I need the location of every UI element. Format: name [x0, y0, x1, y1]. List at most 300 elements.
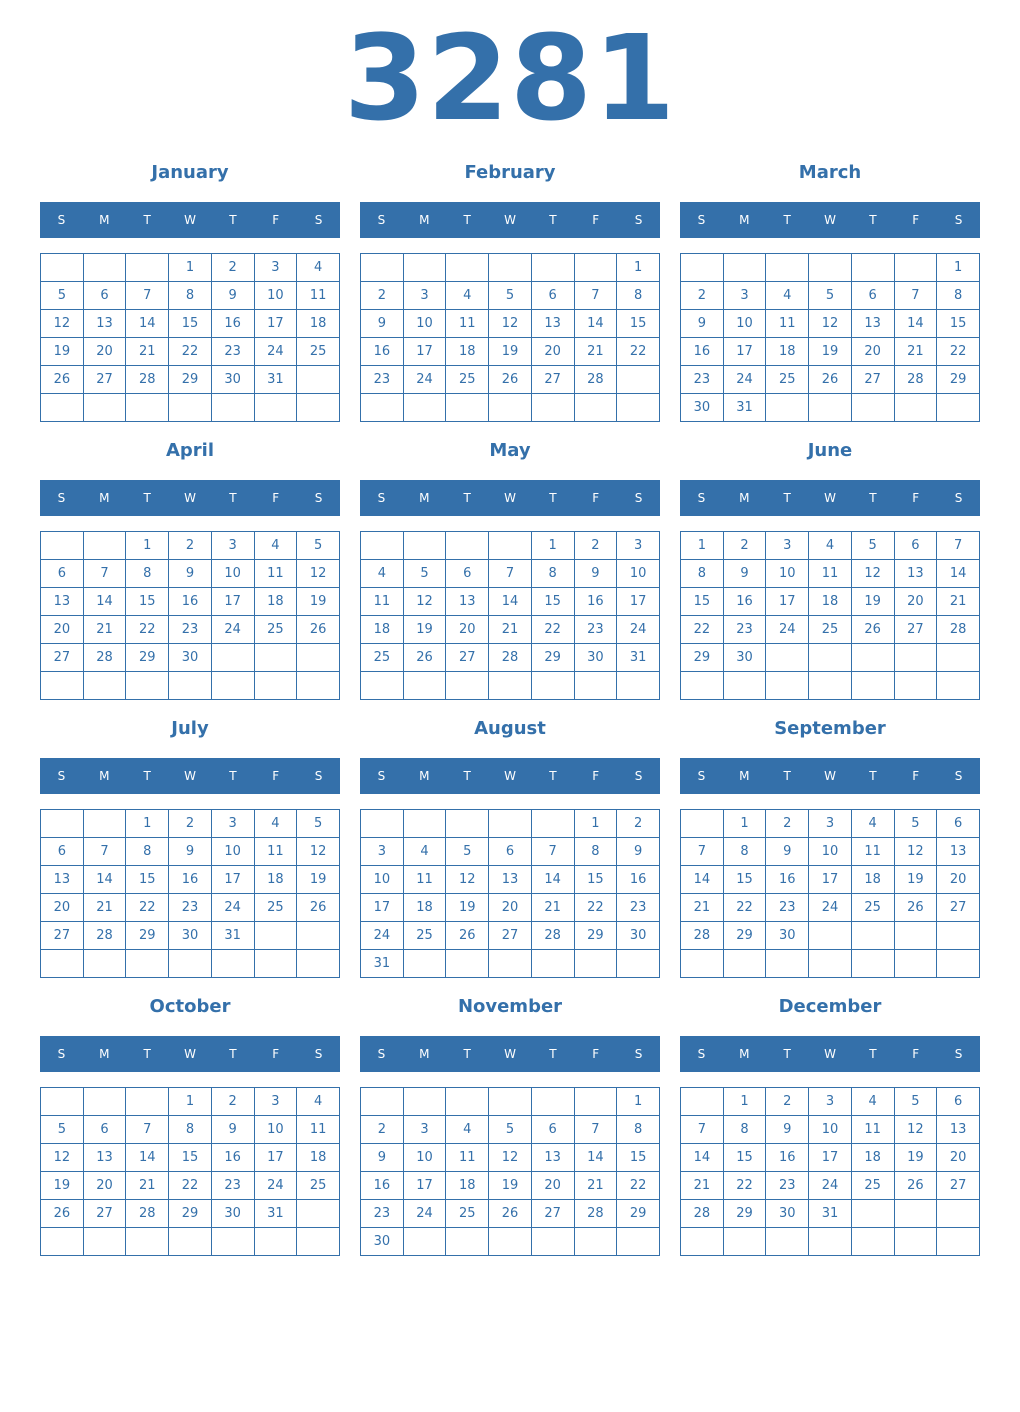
- week-row: [681, 616, 980, 644]
- day-cell: 18: [254, 866, 297, 894]
- week-row: [361, 588, 660, 616]
- day-cell: [617, 394, 660, 422]
- day-cell: 27: [894, 616, 937, 644]
- day-cell: 8: [574, 838, 617, 866]
- week-row: [681, 282, 980, 310]
- day-cell: [681, 1088, 724, 1116]
- day-cell: 16: [723, 588, 766, 616]
- day-cell: 22: [723, 894, 766, 922]
- day-cell: 26: [894, 1172, 937, 1200]
- week-row: [361, 338, 660, 366]
- weekday-label: S: [954, 491, 963, 505]
- day-cell: [254, 644, 297, 672]
- day-cell: [723, 950, 766, 978]
- day-grid: [680, 531, 980, 700]
- day-cell: [894, 644, 937, 672]
- day-cell: [809, 644, 852, 672]
- day-cell: 14: [489, 588, 532, 616]
- day-cell: [489, 810, 532, 838]
- day-cell: [894, 254, 937, 282]
- day-cell: 10: [361, 866, 404, 894]
- day-cell: 11: [851, 838, 894, 866]
- day-cell: [851, 254, 894, 282]
- day-cell: 4: [254, 810, 297, 838]
- day-cell: 18: [403, 894, 446, 922]
- day-cell: 9: [361, 310, 404, 338]
- weekday-label: T: [463, 213, 471, 227]
- day-cell: 23: [169, 616, 212, 644]
- weekday-label: M: [419, 213, 430, 227]
- day-cell: 27: [531, 366, 574, 394]
- day-cell: 7: [681, 838, 724, 866]
- day-cell: 25: [361, 644, 404, 672]
- day-cell: 28: [489, 644, 532, 672]
- day-cell: 3: [403, 1116, 446, 1144]
- weekday-label: M: [99, 1047, 110, 1061]
- weekday-label: F: [912, 769, 920, 783]
- weekday-label: T: [549, 769, 557, 783]
- day-cell: 25: [297, 1172, 340, 1200]
- weekday-label: T: [783, 769, 791, 783]
- day-cell: 1: [574, 810, 617, 838]
- day-cell: 19: [41, 338, 84, 366]
- day-cell: 28: [574, 366, 617, 394]
- day-cell: [446, 394, 489, 422]
- day-cell: [83, 672, 126, 700]
- week-row: [681, 560, 980, 588]
- week-row: [681, 1172, 980, 1200]
- weekday-label: M: [419, 769, 430, 783]
- day-cell: 6: [531, 1116, 574, 1144]
- day-cell: [297, 1200, 340, 1228]
- week-row: [41, 866, 340, 894]
- day-grid: [680, 253, 980, 422]
- day-cell: [126, 254, 169, 282]
- weekday-label: S: [697, 769, 706, 783]
- day-cell: 21: [126, 338, 169, 366]
- day-cell: 22: [169, 338, 212, 366]
- weekday-label: W: [184, 213, 196, 227]
- month-name: June: [807, 440, 853, 461]
- day-cell: [446, 672, 489, 700]
- weekday-label: T: [143, 491, 151, 505]
- day-cell: [41, 1088, 84, 1116]
- week-row: [41, 282, 340, 310]
- day-cell: 9: [211, 282, 254, 310]
- day-cell: 20: [937, 1144, 980, 1172]
- day-cell: 1: [126, 810, 169, 838]
- day-cell: [126, 1228, 169, 1256]
- weekday-label: S: [377, 769, 386, 783]
- day-cell: 23: [617, 894, 660, 922]
- day-cell: [297, 922, 340, 950]
- day-cell: 27: [937, 1172, 980, 1200]
- weekday-label: S: [377, 491, 386, 505]
- day-cell: 26: [41, 366, 84, 394]
- week-row: [361, 672, 660, 700]
- weekday-label: S: [697, 491, 706, 505]
- weekday-label: S: [314, 213, 323, 227]
- day-cell: 15: [617, 1144, 660, 1172]
- weekday-label: T: [549, 1047, 557, 1061]
- day-cell: 15: [169, 1144, 212, 1172]
- day-cell: 18: [809, 588, 852, 616]
- weekday-label: T: [869, 769, 877, 783]
- day-cell: [894, 394, 937, 422]
- day-cell: 27: [83, 1200, 126, 1228]
- day-cell: 26: [489, 366, 532, 394]
- day-cell: 7: [126, 1116, 169, 1144]
- day-cell: 13: [531, 1144, 574, 1172]
- month-name: July: [171, 718, 209, 739]
- day-cell: 4: [361, 560, 404, 588]
- day-cell: 24: [403, 1200, 446, 1228]
- day-cell: 12: [894, 1116, 937, 1144]
- day-cell: [681, 672, 724, 700]
- day-cell: 12: [851, 560, 894, 588]
- day-cell: [403, 532, 446, 560]
- day-cell: 21: [126, 1172, 169, 1200]
- week-row: [41, 1172, 340, 1200]
- day-cell: 23: [574, 616, 617, 644]
- weekday-label: T: [229, 213, 237, 227]
- day-cell: 5: [446, 838, 489, 866]
- day-cell: 21: [531, 894, 574, 922]
- day-cell: [297, 366, 340, 394]
- week-row: [361, 810, 660, 838]
- weekday-header: [40, 758, 340, 794]
- day-cell: [489, 950, 532, 978]
- day-cell: 3: [254, 1088, 297, 1116]
- weekday-label: T: [869, 1047, 877, 1061]
- day-cell: 5: [297, 810, 340, 838]
- day-cell: 7: [83, 560, 126, 588]
- day-cell: [531, 810, 574, 838]
- day-cell: [937, 644, 980, 672]
- month-name: January: [151, 162, 229, 183]
- weekday-label: W: [824, 213, 836, 227]
- day-cell: [83, 394, 126, 422]
- day-cell: 17: [211, 588, 254, 616]
- day-cell: 24: [403, 366, 446, 394]
- day-cell: [531, 1088, 574, 1116]
- week-row: [41, 366, 340, 394]
- day-cell: 24: [211, 616, 254, 644]
- day-cell: 22: [126, 894, 169, 922]
- day-cell: [489, 532, 532, 560]
- day-cell: 21: [83, 894, 126, 922]
- weekday-label: W: [504, 213, 516, 227]
- day-cell: [83, 810, 126, 838]
- day-cell: [489, 254, 532, 282]
- weekday-label: S: [954, 769, 963, 783]
- weekday-header: [40, 202, 340, 238]
- day-cell: 29: [169, 366, 212, 394]
- day-cell: 10: [254, 282, 297, 310]
- week-row: [681, 1144, 980, 1172]
- day-cell: [851, 394, 894, 422]
- day-cell: 17: [766, 588, 809, 616]
- day-cell: 25: [446, 1200, 489, 1228]
- weekday-label: T: [143, 769, 151, 783]
- week-row: [681, 338, 980, 366]
- day-cell: 28: [681, 922, 724, 950]
- day-cell: 31: [809, 1200, 852, 1228]
- day-cell: 3: [361, 838, 404, 866]
- week-row: [41, 810, 340, 838]
- weekday-label: S: [697, 1047, 706, 1061]
- day-cell: 1: [617, 1088, 660, 1116]
- day-cell: 13: [937, 838, 980, 866]
- day-cell: [403, 394, 446, 422]
- day-cell: 15: [169, 310, 212, 338]
- day-cell: 24: [766, 616, 809, 644]
- day-cell: 26: [809, 366, 852, 394]
- day-cell: 26: [851, 616, 894, 644]
- day-cell: [41, 810, 84, 838]
- day-cell: [169, 672, 212, 700]
- weekday-label: M: [739, 1047, 750, 1061]
- day-cell: [211, 950, 254, 978]
- day-cell: 22: [169, 1172, 212, 1200]
- day-cell: 16: [169, 866, 212, 894]
- day-cell: 11: [851, 1116, 894, 1144]
- day-cell: 6: [894, 532, 937, 560]
- day-cell: 20: [851, 338, 894, 366]
- day-cell: 14: [83, 588, 126, 616]
- day-grid: [360, 809, 660, 978]
- day-cell: [403, 810, 446, 838]
- day-cell: 9: [361, 1144, 404, 1172]
- day-cell: 15: [126, 588, 169, 616]
- day-cell: [126, 394, 169, 422]
- day-cell: [361, 1088, 404, 1116]
- day-cell: [297, 1228, 340, 1256]
- weekday-label: F: [592, 1047, 600, 1061]
- week-row: [41, 338, 340, 366]
- day-cell: 14: [681, 1144, 724, 1172]
- weekday-label: F: [912, 491, 920, 505]
- weekday-header: [40, 1036, 340, 1072]
- week-row: [41, 1116, 340, 1144]
- weekday-label: W: [824, 491, 836, 505]
- weekday-header: [680, 758, 980, 794]
- day-cell: [937, 1228, 980, 1256]
- day-cell: [41, 532, 84, 560]
- week-row: [41, 1144, 340, 1172]
- weekday-label: T: [229, 769, 237, 783]
- day-cell: [809, 950, 852, 978]
- day-cell: 8: [169, 1116, 212, 1144]
- day-cell: 23: [169, 894, 212, 922]
- day-cell: 11: [403, 866, 446, 894]
- day-cell: 1: [126, 532, 169, 560]
- day-cell: 23: [766, 1172, 809, 1200]
- day-cell: 30: [766, 1200, 809, 1228]
- day-cell: 8: [531, 560, 574, 588]
- weekday-label: S: [634, 1047, 643, 1061]
- weekday-label: T: [869, 491, 877, 505]
- day-cell: 28: [126, 366, 169, 394]
- week-row: [41, 394, 340, 422]
- day-cell: 8: [723, 838, 766, 866]
- day-cell: [681, 254, 724, 282]
- day-cell: 2: [169, 810, 212, 838]
- day-cell: 5: [489, 282, 532, 310]
- day-cell: [574, 1088, 617, 1116]
- week-row: [41, 1228, 340, 1256]
- day-cell: 27: [83, 366, 126, 394]
- week-row: [681, 1088, 980, 1116]
- day-cell: [489, 1228, 532, 1256]
- day-cell: 5: [41, 282, 84, 310]
- day-cell: 2: [211, 1088, 254, 1116]
- day-cell: 11: [766, 310, 809, 338]
- day-cell: 23: [361, 366, 404, 394]
- day-cell: [361, 810, 404, 838]
- day-cell: 10: [617, 560, 660, 588]
- day-cell: [809, 672, 852, 700]
- day-cell: 1: [169, 1088, 212, 1116]
- day-cell: [894, 950, 937, 978]
- day-cell: [297, 644, 340, 672]
- day-cell: 11: [254, 560, 297, 588]
- day-cell: [126, 672, 169, 700]
- day-cell: 10: [403, 1144, 446, 1172]
- weekday-header: [680, 1036, 980, 1072]
- day-cell: 6: [41, 838, 84, 866]
- day-cell: 12: [894, 838, 937, 866]
- month-name: August: [474, 718, 546, 739]
- day-cell: 9: [681, 310, 724, 338]
- day-cell: 8: [723, 1116, 766, 1144]
- day-cell: 21: [574, 1172, 617, 1200]
- weekday-label: F: [272, 491, 280, 505]
- day-cell: 8: [681, 560, 724, 588]
- day-cell: 2: [617, 810, 660, 838]
- weekday-label: T: [869, 213, 877, 227]
- month-name: November: [457, 996, 563, 1017]
- day-cell: 31: [254, 366, 297, 394]
- day-cell: [617, 366, 660, 394]
- day-cell: 11: [809, 560, 852, 588]
- day-cell: [809, 394, 852, 422]
- day-cell: [681, 950, 724, 978]
- day-cell: [489, 672, 532, 700]
- day-cell: 29: [723, 1200, 766, 1228]
- day-cell: 22: [723, 1172, 766, 1200]
- day-cell: 6: [446, 560, 489, 588]
- day-cell: [766, 254, 809, 282]
- weekday-label: F: [272, 1047, 280, 1061]
- day-cell: 14: [937, 560, 980, 588]
- day-cell: [574, 1228, 617, 1256]
- day-cell: 27: [41, 644, 84, 672]
- week-row: [361, 394, 660, 422]
- weekday-label: M: [739, 213, 750, 227]
- day-cell: 19: [403, 616, 446, 644]
- day-cell: 25: [766, 366, 809, 394]
- day-cell: 12: [446, 866, 489, 894]
- day-cell: 24: [809, 1172, 852, 1200]
- day-cell: 2: [361, 1116, 404, 1144]
- day-cell: 17: [403, 338, 446, 366]
- day-cell: 30: [723, 644, 766, 672]
- week-row: [681, 838, 980, 866]
- day-cell: 24: [617, 616, 660, 644]
- day-cell: 1: [617, 254, 660, 282]
- day-cell: 8: [126, 838, 169, 866]
- day-cell: 21: [489, 616, 532, 644]
- weekday-label: F: [272, 213, 280, 227]
- day-grid: [360, 531, 660, 700]
- month-name: October: [149, 996, 231, 1017]
- day-cell: 15: [126, 866, 169, 894]
- week-row: [41, 310, 340, 338]
- day-cell: 7: [574, 1116, 617, 1144]
- day-cell: 25: [851, 1172, 894, 1200]
- day-cell: [531, 950, 574, 978]
- day-cell: 13: [489, 866, 532, 894]
- weekday-label: S: [314, 1047, 323, 1061]
- day-cell: 3: [809, 1088, 852, 1116]
- day-cell: 18: [851, 1144, 894, 1172]
- weekday-label: S: [954, 213, 963, 227]
- day-cell: 30: [617, 922, 660, 950]
- day-cell: 13: [446, 588, 489, 616]
- week-row: [41, 838, 340, 866]
- day-cell: 26: [489, 1200, 532, 1228]
- weekday-header: [360, 1036, 660, 1072]
- day-cell: 13: [937, 1116, 980, 1144]
- week-row: [41, 560, 340, 588]
- day-cell: 20: [83, 1172, 126, 1200]
- day-cell: 21: [937, 588, 980, 616]
- day-cell: 29: [169, 1200, 212, 1228]
- weekday-label: S: [634, 769, 643, 783]
- day-cell: [531, 254, 574, 282]
- day-cell: [766, 644, 809, 672]
- day-cell: [809, 1228, 852, 1256]
- weekday-label: F: [912, 1047, 920, 1061]
- day-cell: 18: [766, 338, 809, 366]
- day-cell: 15: [723, 1144, 766, 1172]
- day-cell: [126, 1088, 169, 1116]
- day-cell: 28: [681, 1200, 724, 1228]
- week-row: [41, 254, 340, 282]
- day-cell: 24: [723, 366, 766, 394]
- day-cell: [894, 1228, 937, 1256]
- day-cell: [361, 254, 404, 282]
- day-cell: 13: [41, 866, 84, 894]
- weekday-label: S: [314, 491, 323, 505]
- weekday-label: T: [549, 213, 557, 227]
- day-cell: [446, 532, 489, 560]
- month-name: September: [774, 718, 886, 739]
- day-cell: [531, 394, 574, 422]
- day-cell: 5: [894, 810, 937, 838]
- week-row: [41, 616, 340, 644]
- day-cell: 30: [361, 1228, 404, 1256]
- day-cell: 5: [41, 1116, 84, 1144]
- weekday-label: M: [419, 1047, 430, 1061]
- day-cell: 21: [681, 1172, 724, 1200]
- weekday-label: F: [592, 491, 600, 505]
- day-cell: 30: [766, 922, 809, 950]
- day-cell: [937, 394, 980, 422]
- day-cell: 1: [723, 1088, 766, 1116]
- day-cell: 24: [361, 922, 404, 950]
